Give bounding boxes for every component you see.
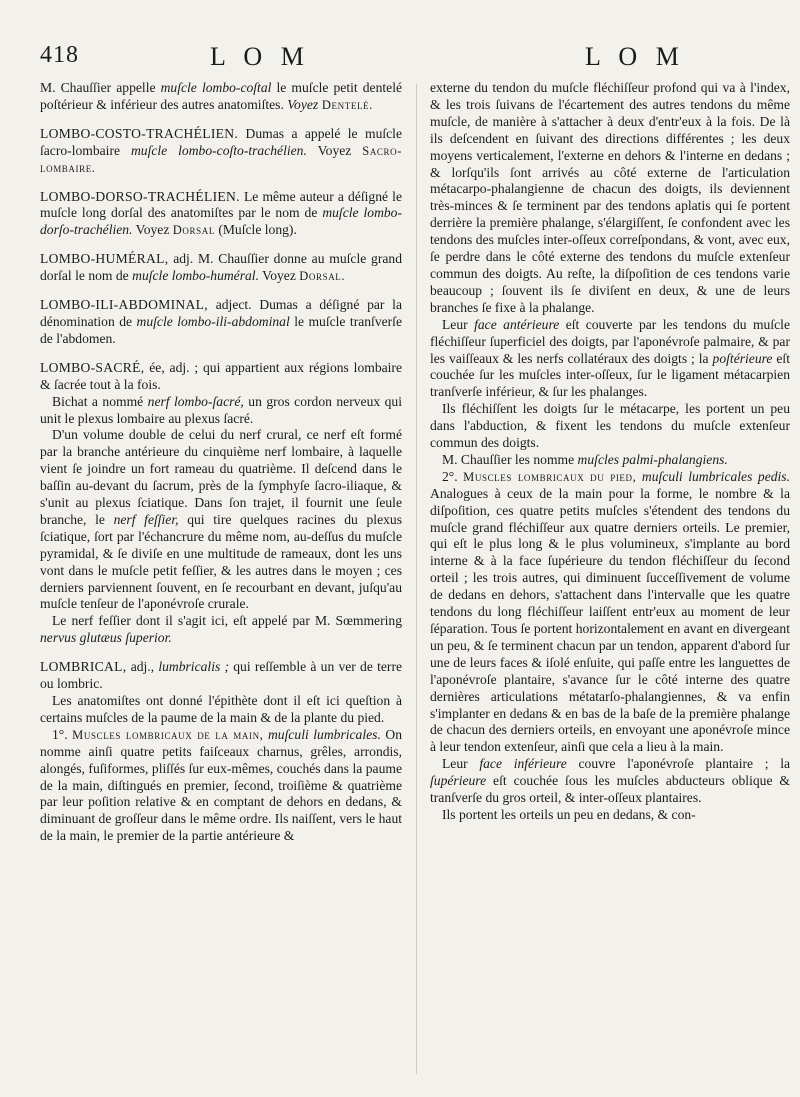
- text-run: 1°.: [52, 726, 73, 742]
- italic-text: Voyez: [287, 96, 319, 112]
- text-run: On nomme ainſi quatre petits faiſceaux charnus, grêles, arrondis, alongés, fuſiformes, pliſſés ſur eux-mêmes, couchés dans la paume de la main, diſtingués en premier, ſecond, troiſième & quatrième par leur poſition relative & en comptant de dehors en dedans, & diminuant de groſſeur dans le même ordre. Ils naiſſent, vers le haut de la main, le premier de la partie antérieure &: [40, 726, 403, 844]
- italic-text: nerf feſſier,: [113, 511, 179, 527]
- text-run: Voyez: [132, 222, 173, 238]
- paragraph: [430, 469, 790, 756]
- italic-text: ſupérieure: [430, 773, 487, 789]
- text-run: eſt couchée ſur les muſcles inter-oſſeux, ſur le ligament métacarpien tranſverſe inférieur, & ſur les phalanges.: [430, 350, 790, 400]
- italic-text: poſtérieure: [712, 350, 773, 366]
- text-run: qui reſſemble à un ver de terre ou lombric.: [40, 659, 403, 692]
- italic-text: muſculi lumbricales.: [267, 726, 381, 742]
- text-run: D'un volume double de celui du nerf crural, ce nerf eſt formé par la branche antérieure du cinquième nerf lombaire, à laquelle vient ſe joindre un fort rameau du quatrième. Il deſcend dans le baſſin au-devant du ſacrum, près de la ſymphyſe ſacro-iliaque, & s'unit au plexus ſciatique. Dans ſon trajet, il fournit une ſeule branche, le: [40, 427, 402, 527]
- headword: LOMBO-SACRÉ,: [40, 359, 145, 375]
- paragraph: [40, 613, 402, 647]
- text-run: adj.,: [126, 659, 159, 675]
- text-run: eſt couverte par les tendons du muſcle fléchiſſeur ſuperficiel des doigts, par l'aponévroſe palmaire, & par les vaiſſeaux & les nerfs collatéraux des doigts ; la: [430, 316, 790, 366]
- running-head-left: L O M: [210, 42, 310, 71]
- italic-text: muſcle lombo-ili-abdominal: [136, 313, 290, 329]
- paragraph: [40, 727, 402, 845]
- small-caps-text: Dentelé.: [318, 97, 373, 112]
- italic-text: muſcle lombo-coſto-trachélien.: [130, 142, 307, 158]
- paragraph: [40, 394, 402, 428]
- paragraph: [430, 452, 790, 469]
- running-head-right: L O M: [585, 42, 685, 71]
- text-run: Ils fléchiſſent les doigts ſur le métacarpe, les portent un peu dans l'abduction, & fixent les tendons du muſcle extenſeur commun des doigts.: [430, 401, 790, 451]
- text-run: 2°.: [442, 468, 464, 484]
- text-run: le muſcle tranſverſe de l'abdomen.: [40, 313, 402, 346]
- text-run: le muſcle petit dentelé poſtérieur & inférieur des autres anatomiſtes.: [40, 80, 403, 112]
- text-run: Leur: [442, 316, 475, 332]
- headword: LOMBO-DORSO-TRACHÉLIEN.: [40, 188, 240, 204]
- italic-text: nervus glutæus ſuperior.: [40, 630, 172, 646]
- italic-text: muſcles palmi-phalangiens.: [577, 451, 728, 467]
- headword: LOMBO-ILI-ABDOMINAL,: [40, 297, 208, 313]
- text-run: externe du tendon du muſcle fléchiſſeur profond qui va à l'index, & les trois ſuivans de l'écartement des autres tendons du même muſcle, de manière à s'attacher à deux d'entr'eux à la fois. De là ils deſcendent en ſuivant des directions différentes ; les deux moyens verticalement, l'externe en dehors & l'interne en dedans ; & lorſqu'ils ſont arrivés au côté externe de l'articulation métacarpo-phalangienne de chacun des doigts, ils deviennent très-minces & ſe terminent par des tendons aplatis qui ſe portent derrière la première phalange, s'élargiſſent, ſe confondent avec les tendons des muſcles inter-oſſeux correſpondans, & vont, avec eux, ſe perdre dans le côté externe des tendons du muſcle extenſeur commun des doigts. Au reſte, la diſpoſition de ces tendons varie beaucoup ; ſouvent ils ſe diviſent en deux, & une de leurs branches ſe fixe à la phalange.: [430, 80, 790, 315]
- text-run: Leur: [442, 756, 480, 772]
- text-run: qui tire quelques racines du plexus ſciatique, ſort par l'échancrure du même nom, au-deſſus du muſcle pyramidal, & ſe diviſe en une multitude de rameaux, dont les uns vont dans le muſcle petit feſſier, & les autres dans le moyen ; ces derniers parviennent ſouvent, en ſe recourbant en devant, juſqu'au muſcle tenſeur de l'aponévroſe crurale.: [40, 511, 402, 612]
- text-run: Analogues à ceux de la main pour la forme, le nombre & la diſpoſition, ces quatre petits muſcles s'étendent des tendons du muſcle grand fléchiſſeur aux quatre derniers orteils. Le premier, qui eſt le plus long & le plus volumineux, s'implante au bord interne & à la face ſupérieure du tendon fléchiſſeur du ſecond orteil ; les trois autres, qui diminuent ſucceſſivement de volume de dedans en dehors, s'attachent dans l'intervalle que les quatre tendons du long fléchiſſeur laiſſent entr'eux au moment de leur ſéparation. Tous ſe portent horizontalement en avant en divergeant un peu, & ſe terminent chacun par un tendon, apparent d'abord ſur une de leurs faces & iſolé enſuite, qui paſſe entre les languettes de l'aponévroſe plantaire, s'avance ſur le côté interne des quatre dernières articulations métatarſo-phalangiennes, & va enfin s'implanter en dedans & en bas de la baſe de la première phalange de chacun des derniers orteils, en envoyant une aponévroſe mince à leur tendon extenſeur, ainſi que cela a lieu à la main.: [430, 485, 790, 755]
- paragraph: [430, 317, 790, 402]
- text-run: couvre l'aponévroſe plantaire ; la: [566, 756, 791, 772]
- paragraph: [430, 807, 790, 824]
- small-caps-text: Dorsal: [172, 223, 215, 238]
- text-run: Dumas a appelé le muſcle ſacro-lombaire: [40, 125, 402, 158]
- small-caps-text: Muscles lombricaux du pied,: [463, 469, 637, 484]
- dictionary-entry: [40, 297, 402, 348]
- headword: LOMBO-HUMÉRAL,: [40, 251, 169, 267]
- text-run: eſt couchée ſous les muſcles abducteurs oblique & tranſverſe du gros orteil, & inter-oſſeux plantaires.: [430, 773, 790, 806]
- page-header: [40, 38, 760, 72]
- text-run: Le même auteur a déſigné le muſcle long dorſal des anatomiſtes par le nom de: [40, 188, 402, 221]
- text-run: ée, adj. ; qui appartient aux régions lombaire & ſacrée tout à la fois.: [40, 359, 402, 392]
- paragraph: [430, 401, 790, 452]
- text-run: un gros cordon nerveux qui unit le plexus lombaire au plexus ſacré.: [40, 393, 402, 426]
- headword: LOMBO-COSTO-TRACHÉLIEN.: [40, 125, 239, 141]
- italic-text: muſcle lombo-dorſo-trachélien.: [40, 205, 403, 238]
- dictionary-entry: [40, 126, 402, 177]
- paragraph: [430, 80, 790, 317]
- page-number: 418: [40, 42, 79, 68]
- dictionary-entry: [40, 659, 402, 693]
- text-run: adject. Dumas a déſigné par la dénomination de: [40, 297, 402, 329]
- dictionary-entry: [40, 189, 402, 240]
- small-caps-text: Dorsal.: [299, 269, 346, 284]
- right-column: [430, 80, 790, 824]
- dictionary-entry: [40, 251, 402, 285]
- text-run: Le nerf feſſier dont il s'agit ici, eſt appelé par M. Sœmmering: [52, 613, 402, 629]
- text-run: Les anatomiſtes ont donné l'épithète dont il eſt ici queſtion à certains muſcles de la paume de la main & de la plante du pied.: [40, 693, 402, 725]
- text-run: adj. M. Chauſſier donne au muſcle grand dorſal le nom de: [40, 251, 402, 284]
- text-run: Voyez: [306, 142, 363, 158]
- small-caps-text: Muscles lombricaux de la main,: [72, 727, 264, 742]
- italic-text: muſcle lombo-coſtal: [160, 80, 272, 95]
- left-column: [40, 80, 402, 845]
- text-run: (Muſcle long).: [214, 222, 297, 238]
- dictionary-entry: [40, 360, 402, 394]
- small-caps-text: Sacro-lombaire.: [40, 143, 402, 175]
- column-gutter: [416, 84, 417, 1074]
- text-run: M. Chauſſier les nomme: [442, 451, 578, 467]
- paragraph: [40, 427, 402, 613]
- text-run: Voyez: [258, 268, 300, 284]
- italic-text: nerf lombo-ſacré,: [147, 393, 244, 409]
- italic-text: muſcle lombo-huméral.: [132, 268, 259, 284]
- headword: LOMBRICAL,: [40, 659, 127, 675]
- italic-text: muſculi lumbricales pedis.: [641, 468, 790, 484]
- dictionary-entry: [40, 80, 402, 114]
- italic-text: lumbricalis ;: [158, 659, 230, 675]
- italic-text: face inférieure: [479, 756, 567, 772]
- paragraph: [430, 756, 790, 807]
- text-run: Ils portent les orteils un peu en dedans, & con-: [442, 806, 696, 822]
- italic-text: face antérieure: [474, 316, 560, 332]
- text-run: M. Chauſſier appelle: [40, 80, 161, 95]
- text-run: Bichat a nommé: [52, 393, 148, 409]
- paragraph: [40, 693, 402, 727]
